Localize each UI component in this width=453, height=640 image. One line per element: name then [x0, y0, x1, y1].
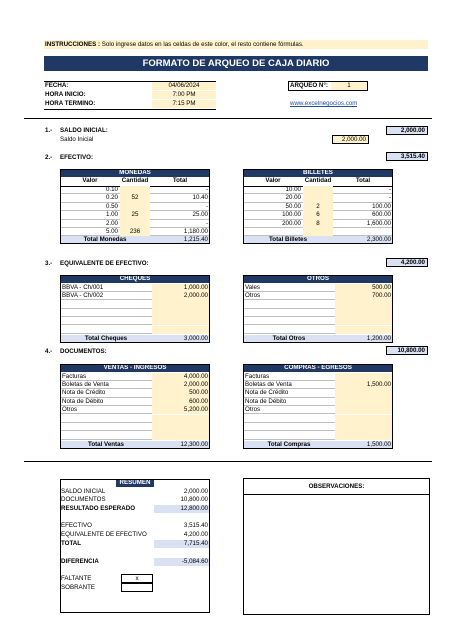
- section-number: 4.-: [45, 348, 53, 355]
- compras-label-cell[interactable]: Facturas: [245, 372, 270, 380]
- faltante-checkbox[interactable]: x: [121, 574, 153, 583]
- monedas-valor-cell: 0.50: [105, 202, 118, 210]
- monedas-header: Total: [172, 177, 188, 184]
- saldo-inicial-field[interactable]: 2,000.00: [332, 135, 369, 144]
- saldo-inicial-title: SALDO INICIAL:: [60, 127, 108, 134]
- resumen-saldo-inicial-value: 2,000.00: [183, 488, 208, 495]
- billetes-cantidad-cell[interactable]: 2: [303, 203, 333, 211]
- ventas-label-cell[interactable]: Facturas: [62, 372, 87, 380]
- resumen-esperado-value: 12,800.00: [154, 505, 209, 513]
- ventas-total-value: 12,300.00: [152, 441, 210, 449]
- cheques-value-cell[interactable]: 2,000.00: [152, 292, 210, 300]
- otros-label-cell[interactable]: Otros: [245, 291, 261, 299]
- billetes-cantidad-cell[interactable]: 6: [303, 211, 333, 219]
- monedas-total-cell: 1,180.00: [183, 228, 208, 235]
- ventas-label-cell[interactable]: Boletas de Venta: [62, 380, 109, 388]
- billetes-total-cell: 100.00: [372, 202, 391, 210]
- monedas-header: Cantidad: [121, 177, 149, 184]
- billetes-header: Valor: [265, 177, 281, 184]
- resumen-title: RESUMEN: [116, 479, 154, 487]
- ventas-value-cell[interactable]: 5,200.00: [152, 406, 210, 414]
- resumen-total-label: TOTAL: [61, 540, 82, 547]
- saldo-inicial-row-label: Saldo Inicial: [60, 136, 94, 143]
- resumen-equivalente-label: EQUIVALENTE DE EFECTIVO: [61, 531, 147, 538]
- resumen-sobrante-label: SOBRANTE: [61, 584, 96, 591]
- hora-termino-label: HORA TÉRMINO:: [45, 100, 96, 107]
- resumen-documentos-label: DOCUMENTOS: [61, 496, 106, 503]
- ventas-value-cell[interactable]: 600.00: [152, 398, 210, 406]
- monedas-valor-cell: 1.00: [105, 211, 118, 219]
- monedas-total-cell: -: [205, 219, 208, 227]
- cheques-total-value: 3,000.00: [152, 335, 210, 343]
- cheques-total-label: Total Cheques: [60, 335, 152, 343]
- hora-termino-field[interactable]: 7:15 PM: [152, 100, 216, 108]
- resumen-esperado-label: RESULTADO ESPERADO: [61, 505, 136, 512]
- resumen-total-value: 7,715.40: [154, 540, 209, 548]
- monedas-total-cell: -: [205, 202, 208, 210]
- fecha-field[interactable]: 04/06/2024: [152, 82, 216, 90]
- billetes-header: Cantidad: [304, 177, 332, 184]
- compras-label-cell[interactable]: Nota de Débito: [245, 397, 287, 405]
- compras-title: COMPRAS - EGRESOS: [243, 364, 393, 372]
- monedas-total-label: Total Monedas: [60, 236, 150, 244]
- cheques-border: [60, 275, 210, 343]
- monedas-valor-cell: 5.00: [105, 228, 118, 235]
- billetes-total-value: 2,300.00: [333, 236, 393, 244]
- monedas-total-cell: -: [205, 186, 208, 193]
- section-number: 3.-: [45, 260, 53, 267]
- monedas-total-value: 1,215.40: [150, 236, 210, 244]
- otros-value-cell[interactable]: 500.00: [335, 284, 393, 292]
- ventas-label-cell[interactable]: Otros: [62, 406, 78, 414]
- resumen-equivalente-value: 4,200.00: [183, 531, 208, 538]
- billetes-valor-cell: 50.00: [285, 202, 301, 210]
- hora-inicio-label: HORA INICIO:: [45, 91, 86, 98]
- resumen-saldo-inicial-label: SALDO INICIAL: [61, 488, 106, 495]
- monedas-total-cell: 10.40: [192, 194, 208, 202]
- monedas-cantidad-cell[interactable]: 236: [120, 228, 150, 236]
- instructions-bar: [44, 40, 428, 49]
- billetes-valor-cell: 100.00: [282, 211, 301, 219]
- ventas-value-cell[interactable]: 500.00: [152, 389, 210, 397]
- monedas-header: Valor: [82, 177, 98, 184]
- website-link[interactable]: www.excelnegocios.com: [290, 100, 358, 107]
- cheques-title: CHEQUES: [60, 275, 210, 283]
- monedas-valor-cell: 0.10: [105, 186, 118, 193]
- equivalente-total: 4,200.00: [386, 258, 428, 267]
- ventas-label-cell[interactable]: Nota de Crédito: [62, 389, 106, 397]
- efectivo-total: 3,515.40: [386, 152, 428, 161]
- ventas-value-cell[interactable]: 4,000.00: [152, 373, 210, 381]
- efectivo-title: EFECTIVO:: [60, 154, 94, 161]
- documentos-title: DOCUMENTOS:: [60, 348, 107, 355]
- billetes-total-cell: 1,600.00: [366, 219, 391, 227]
- billetes-total-cell: -: [388, 186, 391, 193]
- fecha-label: FECHA:: [45, 82, 69, 89]
- resumen-faltante-label: FALTANTE: [61, 575, 92, 582]
- otros-total-label: Total Otros: [243, 335, 335, 343]
- monedas-cantidad-cell[interactable]: 52: [120, 194, 150, 202]
- otros-title: OTROS: [243, 275, 393, 283]
- section-number: 1.-: [45, 127, 53, 134]
- billetes-border: [243, 169, 393, 244]
- saldo-inicial-total: 2,000.00: [386, 126, 428, 135]
- equivalente-title: EQUIVALENTE DE EFECTIVO:: [60, 260, 149, 267]
- ventas-border: [60, 364, 210, 449]
- billetes-total-label: Total Billetes: [243, 236, 333, 244]
- otros-total-value: 1,200.00: [335, 335, 393, 343]
- billetes-total-cell: -: [388, 194, 391, 202]
- otros-border: [243, 275, 393, 343]
- ventas-total-label: Total Ventas: [60, 441, 152, 449]
- sobrante-checkbox[interactable]: [121, 583, 153, 592]
- otros-label-cell[interactable]: Vales: [245, 283, 261, 291]
- compras-total-value: 1,500.00: [335, 441, 393, 449]
- resumen-diferencia-value: -5,084.60: [154, 558, 209, 566]
- otros-value-cell[interactable]: 700.00: [335, 292, 393, 300]
- observaciones-title: OBSERVACIONES:: [308, 483, 365, 490]
- billetes-valor-cell: 10.00: [285, 186, 301, 193]
- resumen-efectivo-value: 3,515.40: [183, 522, 208, 529]
- page-title: FORMATO DE ARQUEO DE CAJA DIARIO: [44, 56, 428, 71]
- cheques-label-cell[interactable]: BBVA - Ch/001: [62, 283, 104, 291]
- billetes-valor-cell: 20.00: [285, 194, 301, 202]
- resumen-documentos-value: 10,800.00: [180, 496, 208, 503]
- instructions-label: INSTRUCCIONES :: [45, 41, 101, 48]
- billetes-header: Total: [355, 177, 371, 184]
- compras-label-cell[interactable]: Nota de Crédito: [245, 389, 289, 397]
- arqueo-field[interactable]: 1: [331, 82, 367, 90]
- arqueo-label: ARQUEO N°:: [290, 82, 328, 89]
- monedas-border: [60, 169, 210, 244]
- monedas-valor-cell: 2.00: [105, 219, 118, 227]
- compras-total-label: Total Compras: [243, 441, 335, 449]
- monedas-valor-cell: 0.20: [105, 194, 118, 202]
- ventas-value-cell[interactable]: 2,000.00: [152, 381, 210, 389]
- compras-label-cell[interactable]: Otros: [245, 406, 261, 414]
- instructions-text: Solo ingrese datos en las celdas de este color, el resto contiene fórmulas.: [101, 41, 304, 48]
- hora-inicio-field[interactable]: 7:00 PM: [152, 91, 216, 99]
- compras-value-cell[interactable]: 1,500.00: [335, 381, 393, 389]
- monedas-title: MONEDAS: [60, 169, 210, 177]
- resumen-efectivo-label: EFECTIVO: [61, 522, 92, 529]
- ventas-label-cell[interactable]: Nota de Débito: [62, 397, 104, 405]
- billetes-title: BILLETES: [243, 169, 393, 177]
- billetes-total-cell: 600.00: [372, 211, 391, 219]
- cheques-value-cell[interactable]: 1,000.00: [152, 284, 210, 292]
- monedas-total-cell: 25.00: [192, 211, 208, 219]
- monedas-cantidad-cell[interactable]: 25: [120, 211, 150, 219]
- section-number: 2.-: [45, 154, 53, 161]
- billetes-valor-cell: 200.00: [282, 219, 301, 227]
- observaciones-box[interactable]: [243, 478, 430, 615]
- billetes-cantidad-cell[interactable]: 8: [303, 220, 333, 228]
- ventas-title: VENTAS - INGRESOS: [60, 364, 210, 372]
- resumen-diferencia-label: DIFERENCIA: [61, 558, 99, 565]
- cheques-label-cell[interactable]: BBVA - Ch/002: [62, 291, 104, 299]
- documentos-total: 10,800.00: [386, 346, 428, 355]
- compras-label-cell[interactable]: Boletas de Venta: [245, 380, 292, 388]
- compras-border: [243, 364, 393, 449]
